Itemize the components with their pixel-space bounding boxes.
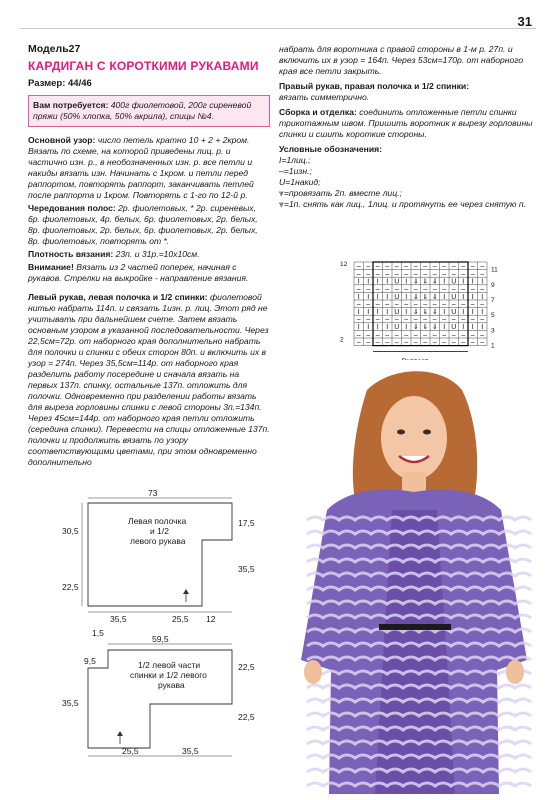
sch2-top-a: 1,5: [92, 628, 104, 638]
left-column: [28, 44, 270, 470]
chart-symbol: I: [481, 278, 484, 286]
chart-symbol: I: [367, 324, 370, 332]
chart-symbol: –: [366, 316, 371, 324]
chart-symbol: –: [423, 331, 428, 339]
sch2-label1: 1/2 левой части: [138, 660, 201, 670]
chart-symbol: –: [366, 271, 371, 278]
chart-symbol: I: [443, 324, 446, 332]
chart-symbol: –: [461, 263, 466, 271]
chart-symbol: –: [423, 263, 428, 271]
chart-symbol: –: [394, 271, 399, 278]
attention-text: Вязать из 2 частей поперек, начиная с рукавов. Стрелки на выкройке - направление вязания.: [28, 262, 249, 283]
chart-symbol: I: [376, 278, 379, 286]
chart-symbol: U: [394, 324, 400, 332]
chart-symbol: –: [404, 271, 409, 278]
chart-symbol: ⇓: [412, 324, 419, 332]
legend-item-k2tog: ⩔=провязать 2п. вместе лиц.;: [279, 188, 402, 198]
chart-symbol: –: [480, 286, 485, 294]
chart-symbol: –: [470, 263, 475, 271]
chart-symbol: –: [385, 316, 390, 324]
materials-label: Вам потребуется:: [33, 100, 109, 110]
chart-symbol: –: [432, 271, 437, 278]
chart-symbol: I: [481, 293, 484, 301]
chart-symbol: U: [451, 278, 457, 286]
chart-symbol: I: [462, 309, 465, 316]
chart-symbol: –: [461, 339, 466, 347]
chart-symbol: I: [376, 293, 379, 301]
chart-symbol: –: [451, 301, 456, 309]
chart-symbol: –: [432, 263, 437, 271]
legend-title: Условные обозначения:: [279, 144, 382, 154]
chart-symbol: I: [462, 278, 465, 286]
attention-label: Внимание!: [28, 262, 74, 272]
chart-symbol: –: [461, 301, 466, 309]
model-photo: [287, 360, 541, 794]
chart-symbol: –: [442, 339, 447, 347]
chart-symbol: I: [367, 278, 370, 286]
chart-symbol: ⇓: [412, 293, 419, 301]
chart-symbol: –: [375, 271, 380, 278]
chart-symbol: –: [451, 316, 456, 324]
chart-symbol: –: [356, 316, 361, 324]
chart-symbol: U: [451, 293, 457, 301]
chart-symbol: –: [366, 263, 371, 271]
chart-symbol: –: [442, 263, 447, 271]
chart-symbol: –: [413, 263, 418, 271]
sch1-bottom-c: 12: [206, 614, 216, 624]
chart-symbol: –: [394, 316, 399, 324]
density-text: 23п. и 31р.=10х10см.: [115, 249, 200, 259]
article-title: КАРДИГАН С КОРОТКИМИ РУКАВАМИ: [28, 59, 259, 73]
sch2-top-b: 59,5: [152, 634, 169, 644]
chart-symbol: I: [471, 278, 474, 286]
chart-row-label: 3: [491, 327, 495, 335]
chart-symbol: ⇓: [412, 278, 419, 286]
chart-symbol: –: [394, 331, 399, 339]
sch1-label3: левого рукава: [130, 536, 186, 546]
chart-symbol: I: [443, 309, 446, 316]
chart-symbol: –: [480, 331, 485, 339]
legend-item-skp: ⩔=1п. снять как лиц., 1лиц. и протянуть ее через снятую п.: [279, 199, 526, 209]
sch2-label2: спинки и 1/2 левого: [130, 670, 207, 680]
chart-symbol: –: [480, 271, 485, 278]
sch1-right-mid: 35,5: [238, 564, 255, 574]
legend: [279, 144, 541, 210]
chart-symbol: –: [413, 331, 418, 339]
stripes: [28, 203, 270, 247]
chart-symbol: I: [471, 309, 474, 316]
knitting-chart: [336, 244, 506, 372]
chart-symbol: I: [357, 293, 360, 301]
chart-symbol: –: [470, 271, 475, 278]
chart-symbol: I: [357, 278, 360, 286]
chart-symbol: –: [356, 286, 361, 294]
chart-symbol: –: [366, 331, 371, 339]
chart-symbol: –: [470, 286, 475, 294]
assembly-label: Сборка и отделка:: [279, 107, 357, 117]
materials-box: [28, 95, 270, 127]
chart-symbol: –: [356, 263, 361, 271]
chart-symbol: I: [386, 309, 389, 316]
chart-symbol: –: [404, 263, 409, 271]
chart-symbol: –: [442, 286, 447, 294]
chart-symbol: –: [470, 301, 475, 309]
chart-symbol: –: [442, 316, 447, 324]
chart-symbol: I: [357, 324, 360, 332]
left-sleeve-instructions: [28, 292, 270, 468]
stripes-label: Чередования полос:: [28, 203, 116, 213]
chart-symbol: –: [413, 316, 418, 324]
chart-symbol: –: [432, 316, 437, 324]
chart-symbol: –: [385, 263, 390, 271]
chart-symbol: –: [470, 316, 475, 324]
chart-symbol: I: [386, 324, 389, 332]
chart-symbol: –: [423, 271, 428, 278]
chart-symbol: I: [405, 293, 408, 301]
chart-symbol: U: [451, 309, 457, 316]
chart-symbol: –: [394, 339, 399, 347]
chart-symbol: –: [404, 286, 409, 294]
chart-symbol: –: [366, 339, 371, 347]
continuation-text: набрать для воротника с правой стороны в 1-м р. 27п. и включить их в узор = 164п. Через 53см=170р. от наборного края все петли закрыть.: [279, 44, 524, 76]
chart-symbol: –: [442, 331, 447, 339]
chart-row-label: 7: [491, 297, 495, 304]
legend-item-knit: I=1лиц.;: [279, 155, 311, 165]
chart-symbol: U: [394, 309, 400, 316]
chart-symbol: –: [461, 316, 466, 324]
chart-row-label: 11: [491, 266, 498, 274]
chart-symbol: –: [461, 331, 466, 339]
right-sleeve-label: Правый рукав, правая полочка и 1/2 спинки:: [279, 81, 470, 91]
chart-symbol: –: [432, 286, 437, 294]
density-label: Плотность вязания:: [28, 249, 114, 259]
chart-symbol: –: [394, 301, 399, 309]
chart-symbol: –: [423, 339, 428, 347]
attention: [28, 262, 270, 284]
chart-row-label: 5: [491, 312, 495, 320]
legend-item-purl: –=1изн.;: [279, 166, 312, 176]
chart-symbol: –: [480, 263, 485, 271]
chart-symbol: –: [432, 301, 437, 309]
chart-symbol: –: [385, 339, 390, 347]
chart-symbol: –: [480, 316, 485, 324]
chart-symbol: U: [451, 324, 457, 332]
chart-symbol: –: [385, 271, 390, 278]
chart-row-label: 9: [491, 281, 495, 289]
legend-item-yarnover: U=1накид;: [279, 177, 321, 187]
chart-symbol: –: [356, 301, 361, 309]
chart-symbol: –: [442, 271, 447, 278]
assembly: [279, 107, 541, 140]
chart-symbol: –: [480, 339, 485, 347]
chart-symbol: ⇓: [431, 309, 438, 316]
chart-left-label: 2: [340, 336, 344, 344]
sch2-bottom-b: 35,5: [182, 746, 199, 756]
chart-symbol: ⇓: [431, 293, 438, 301]
stripes-text: 2р. фиолетовых, * 2р. сиреневых, 6р. фиолетовых, 4р. белых, 6р. фиолетовых, 2р. белых, 8р. фиолетовых, 2р. белых, 6р. фиолетовых, 2р. белых, 8р. фиолетовых, повторять от *.: [28, 203, 258, 246]
chart-left-label: 12: [340, 261, 348, 268]
chart-symbol: –: [461, 271, 466, 278]
chart-symbol: I: [367, 309, 370, 316]
chart-symbol: –: [394, 263, 399, 271]
chart-symbol: I: [367, 293, 370, 301]
main-pattern: [28, 135, 270, 201]
chart-symbol: –: [404, 316, 409, 324]
chart-symbol: –: [366, 286, 371, 294]
chart-symbol: I: [443, 278, 446, 286]
sch2-right-b: 22,5: [238, 712, 255, 722]
chart-symbol: –: [375, 331, 380, 339]
chart-symbol: –: [404, 331, 409, 339]
chart-symbol: –: [404, 301, 409, 309]
chart-symbol: –: [413, 301, 418, 309]
chart-symbol: I: [471, 324, 474, 332]
sch2-left-b: 35,5: [62, 698, 79, 708]
right-sleeve: [279, 81, 541, 103]
page-number: 31: [517, 14, 532, 29]
chart-symbol: I: [405, 324, 408, 332]
right-column: [279, 44, 541, 210]
assembly-text: соединить отложенные петли спинки трикотажным швом. Пришить воротник к вырезу горловины спинки и сшить короткие стороны.: [279, 107, 533, 139]
chart-symbol: ⇓: [431, 324, 438, 332]
chart-symbol: I: [443, 293, 446, 301]
chart-symbol: –: [423, 316, 428, 324]
chart-symbol: I: [462, 324, 465, 332]
chart-symbol: –: [451, 263, 456, 271]
sch1-bottom-b: 25,5: [172, 614, 189, 624]
chart-symbol: ⇓: [422, 278, 429, 286]
chart-symbol: –: [461, 286, 466, 294]
chart-symbol: I: [481, 324, 484, 332]
chart-row-label: 1: [491, 342, 495, 350]
header-rule: [20, 28, 536, 29]
chart-symbol: U: [394, 278, 400, 286]
density: [28, 249, 270, 260]
materials-text: 400г фиолетовой, 200г сиреневой пряжи (50% хлопка, 50% акрила), спицы №4.: [33, 100, 252, 121]
chart-symbol: ⇓: [431, 278, 438, 286]
sch1-bottom-a: 35,5: [110, 614, 127, 624]
chart-symbol: I: [376, 309, 379, 316]
sch1-left-top: 30,5: [62, 526, 79, 536]
chart-symbol: I: [376, 324, 379, 332]
chart-symbol: I: [357, 309, 360, 316]
chart-symbol: I: [386, 278, 389, 286]
chart-symbol: ⇓: [422, 324, 429, 332]
chart-symbol: –: [480, 301, 485, 309]
size-line: Размер: 44/46: [28, 78, 92, 89]
chart-symbol: –: [404, 339, 409, 347]
chart-symbol: –: [385, 331, 390, 339]
chart-symbol: –: [413, 339, 418, 347]
sch2-label3: рукава: [158, 680, 185, 690]
chart-symbol: I: [405, 278, 408, 286]
sch2-left-a: 9,5: [84, 656, 96, 666]
sch1-top: 73: [148, 488, 158, 498]
left-sleeve-text: фиолетовой нитью набрать 114п. и связать 1изн. р. лиц. Этот ряд не учитывать при дальнейшем счете. Затем вязать основным узором в указанной последовательности. Через 22,5см=72р. от наборного края дополнительно набрать для полочки и спинки с обеих сторон 80п. и включить их в узор = 274п. Через 35,5см=114р. от наборного края разделить работу посередине и сначала вязать на первых 137п. спинку, остальные 137п. отложить для полочки. Одновременно при разделении работы вязать для выреза горловины спинки с левой стороны 3п.=134п. Через 45см=144р. от наборного края петли отложить (середина спинки). Перевести на спицы отложенные 137п. полочки и продолжить вязать по узору соответствующими цветами, при этом одновременно дополнительно: [28, 292, 270, 467]
sch2-right-a: 22,5: [238, 662, 255, 672]
main-pattern-label: Основной узор:: [28, 135, 96, 145]
chart-symbol: –: [413, 271, 418, 278]
sch1-left-bottom: 22,5: [62, 582, 79, 592]
chart-symbol: I: [386, 293, 389, 301]
chart-symbol: I: [405, 309, 408, 316]
chart-symbol: –: [356, 339, 361, 347]
chart-symbol: –: [366, 301, 371, 309]
chart-symbol: –: [375, 316, 380, 324]
chart-symbol: –: [432, 331, 437, 339]
chart-symbol: –: [432, 339, 437, 347]
chart-symbol: ⇓: [422, 309, 429, 316]
chart-symbol: –: [451, 271, 456, 278]
sch1-right-top: 17,5: [238, 518, 255, 528]
chart-symbol: –: [470, 331, 475, 339]
chart-symbol: –: [375, 301, 380, 309]
page-header: [0, 0, 556, 40]
chart-symbol: ⇓: [412, 309, 419, 316]
chart-symbol: –: [375, 286, 380, 294]
chart-symbol: I: [462, 293, 465, 301]
sch2-bottom-a: 25,5: [122, 746, 139, 756]
model-number: Модель27: [28, 43, 81, 55]
chart-symbol: –: [442, 301, 447, 309]
sch1-label2: и 1/2: [150, 526, 169, 536]
chart-symbol: –: [451, 331, 456, 339]
right-sleeve-text: вязать симметрично.: [279, 92, 370, 102]
chart-symbol: –: [451, 286, 456, 294]
chart-symbol: –: [356, 271, 361, 278]
chart-symbol: –: [375, 339, 380, 347]
chart-symbol: –: [413, 286, 418, 294]
chart-symbol: –: [356, 331, 361, 339]
chart-symbol: I: [481, 309, 484, 316]
main-pattern-text: число петель кратно 10 + 2 + 2кром. Вязать по схеме, на которой приведены лиц. р. и частично изн. р., в необозначенных изн. р. все петли и накиды вязать изн. Начинать с 1кром. и петли перед раппортом, повторять раппорт, заканчивать петлей после раппорта и 1кром. Повторять с 1-го по 12-й р.: [28, 135, 254, 200]
chart-symbol: –: [470, 339, 475, 347]
left-sleeve-label: Левый рукав, левая полочка и 1/2 спинки:: [28, 292, 208, 302]
chart-symbol: ⇓: [422, 293, 429, 301]
chart-symbol: –: [385, 301, 390, 309]
sch1-label1: Левая полочка: [128, 516, 187, 526]
chart-symbol: –: [423, 301, 428, 309]
chart-symbol: –: [375, 263, 380, 271]
chart-symbol: –: [451, 339, 456, 347]
chart-symbol: I: [471, 293, 474, 301]
chart-symbol: –: [385, 286, 390, 294]
chart-symbol: –: [394, 286, 399, 294]
chart-symbol: U: [394, 293, 400, 301]
chart-symbol: –: [423, 286, 428, 294]
